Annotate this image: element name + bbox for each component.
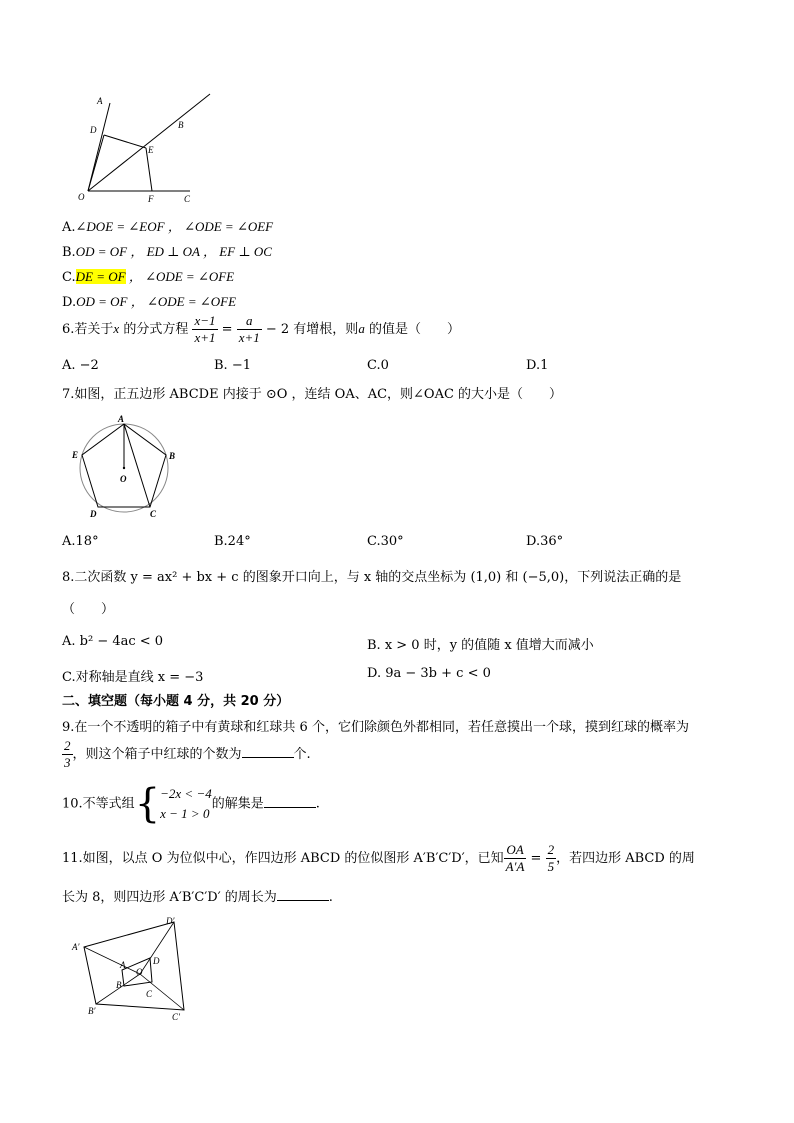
label-d-prime: D′ <box>166 916 175 926</box>
fraction <box>62 738 73 771</box>
numerator: 2 <box>64 738 71 753</box>
q11-stem-line2 <box>62 886 333 905</box>
fraction-1 <box>504 842 527 875</box>
q8-option-c: C.对称轴是直线 x = −3 <box>62 670 204 685</box>
denominator: x+1 <box>238 330 260 345</box>
label-d: D <box>90 125 97 135</box>
label-c-prime: C′ <box>172 1012 180 1022</box>
inequality-2: x − 1 > 0 <box>160 806 210 821</box>
equals: = <box>526 851 546 866</box>
label-o: O <box>120 474 127 484</box>
answer-blank <box>264 793 316 808</box>
q5-option-d <box>62 291 236 310</box>
option-prefix: A. <box>62 220 76 235</box>
label-a: A <box>118 414 125 424</box>
label-e: E <box>72 450 79 460</box>
numerator: OA <box>504 842 527 859</box>
brace: { <box>134 781 161 827</box>
fraction-2 <box>237 313 262 346</box>
fraction-2 <box>546 842 557 875</box>
q10-stem <box>62 781 320 827</box>
line-oa <box>84 947 140 974</box>
var-x: x <box>113 321 120 336</box>
q8-option-d: D. 9a − 3b + c < 0 <box>367 666 491 681</box>
q7-option-d: D.36° <box>526 534 564 549</box>
text: . <box>328 890 333 905</box>
text: 个. <box>293 747 311 762</box>
q9-stem-line2 <box>62 738 311 771</box>
label-d: D <box>90 509 97 519</box>
var-a: a <box>358 321 365 336</box>
label-c: C <box>184 194 191 204</box>
q11-figure <box>66 912 196 1024</box>
numerator: a <box>237 313 262 330</box>
text: 10.不等式组 <box>62 796 135 812</box>
text: ，若四边形 ABCD 的周 <box>556 851 695 866</box>
option-prefix: B. <box>62 245 76 260</box>
q6-option-c: C.0 <box>367 358 389 373</box>
q8-option-a: A. b² − 4ac < 0 <box>62 634 164 649</box>
numerator: x−1 <box>194 313 216 328</box>
label-a-prime: A′ <box>72 942 80 952</box>
segment-ac <box>124 424 150 507</box>
label-e: E <box>148 145 154 155</box>
section-title: 二、填空题（每小题 4 分，共 20 分） <box>62 694 290 709</box>
inequality-system <box>160 784 212 824</box>
ray-ob <box>88 94 210 191</box>
q8-stem-line2: （ ） <box>62 602 115 617</box>
q5-option-b <box>62 241 272 260</box>
answer-blank <box>277 886 329 901</box>
text: 6.若关于 <box>62 322 114 337</box>
text: 长为 8，则四边形 A′B′C′D′ 的周长为 <box>62 890 277 905</box>
text: ，则这个箱子中红球的个数为 <box>72 747 242 762</box>
option-prefix: C. <box>62 270 76 285</box>
fraction-1 <box>192 313 217 346</box>
q6-option-a: A. −2 <box>62 358 99 373</box>
text: 的解集是 <box>211 796 264 812</box>
q7-option-c: C.30° <box>367 534 404 549</box>
q7-option-a: A.18° <box>62 534 99 549</box>
text: 的分式方程 <box>119 322 189 337</box>
label-f: F <box>148 194 154 204</box>
center-point <box>123 467 125 469</box>
label-c: C <box>146 989 153 999</box>
segment-de <box>104 135 146 148</box>
option-text: ∠DOE = ∠EOF ， ∠ODE = ∠OEF <box>75 219 274 234</box>
label-a: A <box>97 96 103 106</box>
q6-stem <box>62 313 460 346</box>
q11-stem-line1 <box>62 842 695 875</box>
q7-figure <box>66 410 186 522</box>
q8-stem-line1: 8.二次函数 y = ax² + bx + c 的图象开口向上，与 x 轴的交点坐标为 (1,0) 和 (−5,0)，下列说法正确的是 <box>62 570 682 585</box>
label-o: O <box>78 192 85 202</box>
q5-figure <box>70 88 220 206</box>
equals: = <box>217 322 237 337</box>
label-b: B <box>169 451 176 461</box>
denominator: x+1 <box>194 330 216 345</box>
q7-option-b: B.24° <box>214 534 251 549</box>
label-d: D <box>153 956 160 966</box>
label-b: B <box>178 120 184 130</box>
text: . <box>315 796 320 812</box>
option-text: ， ∠ODE = ∠OFE <box>125 269 235 284</box>
answer-blank <box>242 743 294 758</box>
text: 11.如图，以点 O 为位似中心，作四边形 ABCD 的位似图形 A′B′C′D′，已知 <box>62 851 504 866</box>
denominator: A′A <box>505 859 525 874</box>
q5-option-c <box>62 266 234 285</box>
denominator: 5 <box>547 859 555 874</box>
inequality-1: −2x < −4 <box>160 786 212 801</box>
numerator: 2 <box>547 842 555 857</box>
segment-od <box>88 135 104 191</box>
label-b-prime: B′ <box>88 1006 96 1016</box>
option-text: OD = OF ， ∠ODE = ∠OFE <box>76 294 237 309</box>
denominator: 3 <box>64 755 71 770</box>
option-text: OD = OF ， ED ⊥ OA ， EF ⊥ OC <box>75 244 272 259</box>
highlighted-text: DE = OF <box>75 269 126 284</box>
quad-abcd-prime <box>84 922 184 1010</box>
label-b: B <box>116 980 122 990</box>
q6-option-d: D.1 <box>526 358 549 373</box>
option-prefix: D. <box>62 295 77 310</box>
text: 的值是（ ） <box>364 322 460 337</box>
q6-option-b: B. −1 <box>214 358 251 373</box>
text: − 2 有增根，则 <box>265 322 359 337</box>
q9-stem-line1: 9.在一个不透明的箱子中有黄球和红球共 6 个，它们除颜色外都相同，若任意摸出一个球，摸到红球的概率为 <box>62 720 689 735</box>
q5-option-a <box>62 216 273 235</box>
label-o: O <box>136 967 143 977</box>
label-a: A <box>120 960 126 970</box>
label-c: C <box>150 509 157 519</box>
q8-option-b: B. x > 0 时，y 的值随 x 值增大而减小 <box>367 638 594 653</box>
q7-stem: 7.如图，正五边形 ABCDE 内接于 ⊙O ，连结 OA、AC，则∠OAC 的大小是（ ） <box>62 387 563 402</box>
